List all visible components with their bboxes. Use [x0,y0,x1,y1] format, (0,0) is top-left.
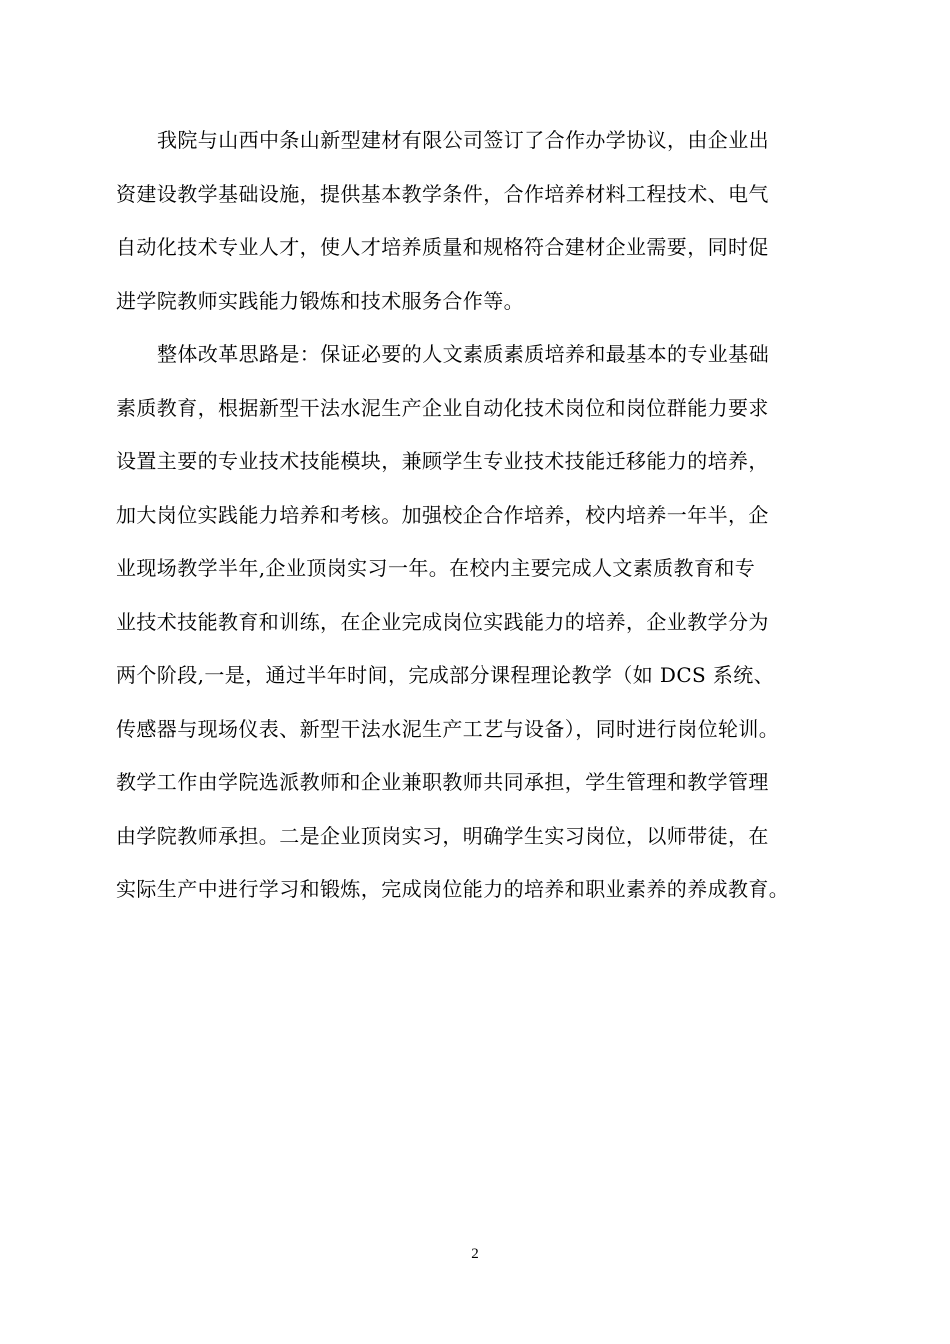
paragraph-2-line-4: 加大岗位实践能力培养和考核。加强校企合作培养，校内培养一年半，企 [116,502,769,527]
page-number: 2 [471,1246,479,1262]
paragraph-2-line-9: 教学工作由学院选派教师和企业兼职教师共同承担，学生管理和教学管理 [116,770,769,794]
paragraph-2-line-5: 业现场教学半年,企业顶岗实习一年。在校内主要完成人文素质教育和专 [116,556,756,580]
paragraph-1-line-3: 自动化技术专业人才，使人才培养质量和规格符合建材企业需要，同时促 [116,235,769,259]
paragraph-2-line-8: 传感器与现场仪表、新型干法水泥生产工艺与设备），同时进行岗位轮训。 [116,716,780,741]
paragraph-1-line-2: 资建设教学基础设施，提供基本教学条件，合作培养材料工程技术、电气 [116,181,769,206]
body-text [116,130,844,933]
paragraph-2-line-11: 实际生产中进行学习和锻炼，完成岗位能力的培养和职业素养的养成教育。 [116,877,790,901]
paragraph-2-line-10: 由学院教师承担。二是企业顶岗实习，明确学生实习岗位，以师带徒，在 [116,823,769,848]
paragraph-2-line-3: 设置主要的专业技术技能模块，兼顾学生专业技术技能迁移能力的培养， [116,449,769,473]
paragraph-2-line-2: 素质教育，根据新型干法水泥生产企业自动化技术岗位和岗位群能力要求 [116,395,769,420]
paragraph-1-line-4: 进学院教师实践能力锻炼和技术服务合作等。 [116,288,524,313]
paragraph-2-line-7: 两个阶段,一是，通过半年时间，完成部分课程理论教学（如 DCS 系统、 [116,663,775,687]
paragraph-2-line-6: 业技术技能教育和训练，在企业完成岗位实践能力的培养，企业教学分为 [116,609,769,634]
paragraph-1-line-1: 我院与山西中条山新型建材有限公司签订了合作办学协议，由企业出 [157,128,769,152]
paragraph-2-line-1: 整体改革思路是：保证必要的人文素质素质培养和最基本的专业基础 [157,342,769,366]
